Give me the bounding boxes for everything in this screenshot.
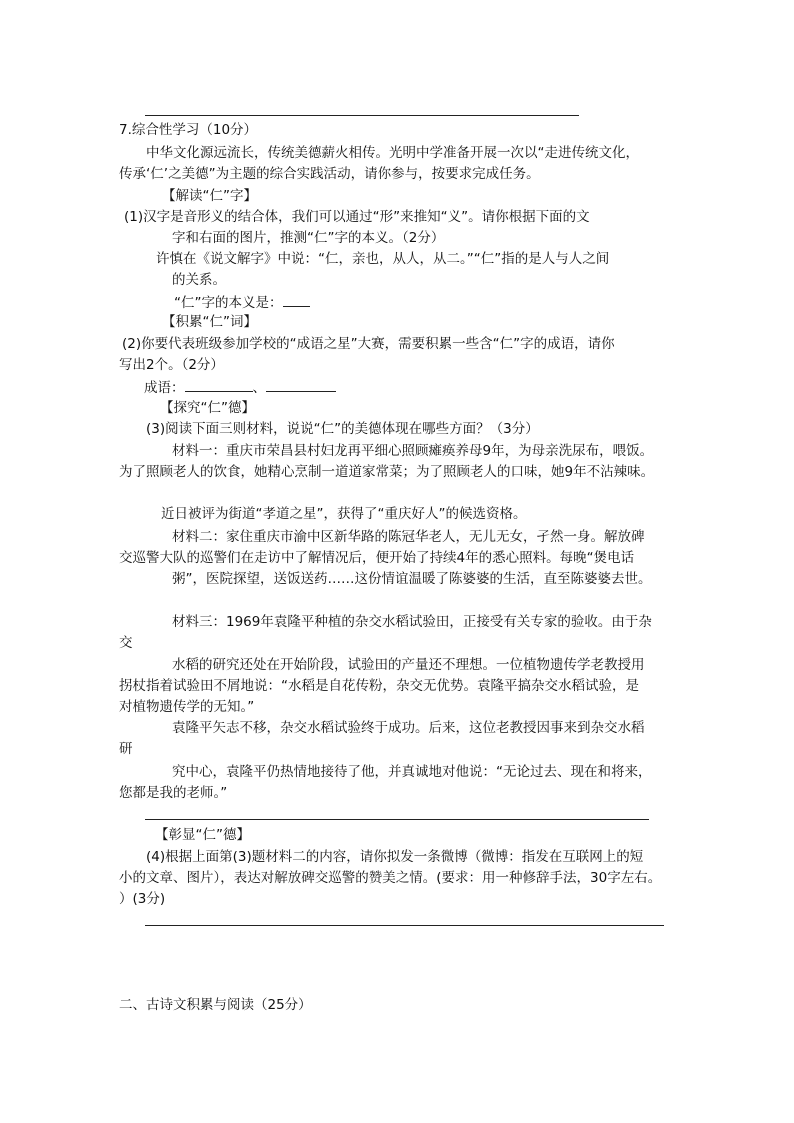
q1-line-2: 字和右面的图片，推测“仁”字的本义。（2分） bbox=[172, 230, 445, 246]
material-3-line-8: 究中心，袁隆平仍热情地接待了他，并真诚地对他说：“无论过去、现在和将来， bbox=[172, 764, 652, 780]
material-3-line-4: 拐杖指着试验田不屑地说：“水稻是自花传粉，杂交无优势。袁隆平搞杂交水稻试验，是 bbox=[119, 678, 639, 694]
material-2-line-1: 材料二：家住重庆市渝中区新华路的陈冠华老人，无儿无女，孑然一身。解放碑 bbox=[172, 529, 645, 545]
material-3-line-9: 您都是我的老师。” bbox=[119, 785, 228, 801]
q2-line-2: 写出2个。（2分） bbox=[119, 357, 224, 373]
material-2-line-2: 交巡警大队的巡警们在走访中了解情况后，便开始了持续4年的悉心照料。每晚“煲电话 bbox=[119, 550, 635, 566]
section-heading-accumulate: 【积累“仁”词】 bbox=[162, 314, 257, 330]
part-2-heading: 二、古诗文积累与阅读（25分） bbox=[119, 997, 312, 1013]
q2-answer bbox=[144, 377, 336, 398]
q2-blank-2[interactable] bbox=[266, 377, 336, 392]
q3-line: (3)阅读下面三则材料，说说“仁”的美德体现在哪些方面？（3分） bbox=[146, 421, 539, 437]
q2-line-1: (2)你要代表班级参加学校的“成语之星”大赛，需要积累一些含“仁”字的成语，请你 bbox=[122, 336, 615, 352]
q2-label: 成语： bbox=[144, 380, 185, 396]
material-2-line-3: 粥”，医院探望，送饭送药……这份情谊温暖了陈婆婆的生活，直至陈婆婆去世。 bbox=[172, 571, 652, 587]
intro-line-2: 传承‘仁’之美德”为主题的综合实践活动，请你参与，按要求完成任务。 bbox=[119, 166, 540, 182]
intro-line-1: 中华文化源远流长，传统美德薪火相传。光明中学准备开展一次以“走进传统文化， bbox=[146, 145, 639, 161]
material-3-line-2: 交 bbox=[119, 635, 133, 651]
answer-line-top bbox=[145, 115, 579, 116]
q2-separator: 、 bbox=[252, 380, 266, 396]
material-3-line-1: 材料三：1969年袁隆平种植的杂交水稻试验田，正接受有关专家的验收。由于杂 bbox=[172, 614, 652, 630]
section-heading-manifest: 【彰显“仁”德】 bbox=[155, 827, 250, 843]
section-heading-interpret: 【解读“仁”字】 bbox=[162, 188, 257, 204]
q1-quote-line-2: 的关系。 bbox=[172, 272, 226, 288]
answer-line-q4[interactable] bbox=[145, 925, 664, 926]
q1-answer-label: “仁”字的本义是： bbox=[174, 295, 283, 311]
material-3-line-5: 对植物遗传学的无知。” bbox=[119, 699, 255, 715]
material-1-line-2: 为了照顾老人的饮食，她精心烹制一道道家常菜；为了照顾老人的口味，她9年不沾辣味。 bbox=[119, 464, 655, 480]
material-3-line-7: 研 bbox=[119, 741, 133, 757]
material-3-line-3: 水稻的研究还处在开始阶段，试验田的产量还不理想。一位植物遗传学老教授用 bbox=[172, 657, 645, 673]
material-3-line-6: 袁隆平矢志不移，杂交水稻试验终于成功。后来，这位老教授因事来到杂交水稻 bbox=[172, 720, 645, 736]
q1-answer-blank[interactable] bbox=[283, 292, 310, 307]
question-7-title: 7.综合性学习（10分） bbox=[119, 122, 258, 138]
q1-quote-line-1: 许慎在《说文解字》中说：“仁，亲也，从人，从二。”“仁”指的是人与人之间 bbox=[156, 251, 610, 267]
q1-answer bbox=[174, 292, 310, 313]
material-1-line-3: 近日被评为街道“孝道之星”，获得了“重庆好人”的候选资格。 bbox=[161, 506, 527, 522]
section-heading-explore: 【探究“仁”德】 bbox=[160, 400, 255, 416]
q1-line-1: (1)汉字是音形义的结合体，我们可以通过“形”来推知“义”。请你根据下面的文 bbox=[124, 209, 590, 225]
q4-line-3: ）(3分) bbox=[119, 891, 166, 907]
q4-line-2: 小的文章、图片），表达对解放碑交巡警的赞美之情。(要求：用一种修辞手法，30字左右。 bbox=[119, 870, 662, 886]
material-1-line-1: 材料一：重庆市荣昌县村妇龙再平细心照顾瘫痪养母9年，为母亲洗尿布，喂饭。 bbox=[172, 443, 654, 459]
answer-line-q3[interactable] bbox=[145, 819, 649, 820]
q2-blank-1[interactable] bbox=[185, 377, 253, 392]
q4-line-1: (4)根据上面第(3)题材料二的内容，请你拟发一条微博（微博：指发在互联网上的短 bbox=[146, 849, 644, 865]
